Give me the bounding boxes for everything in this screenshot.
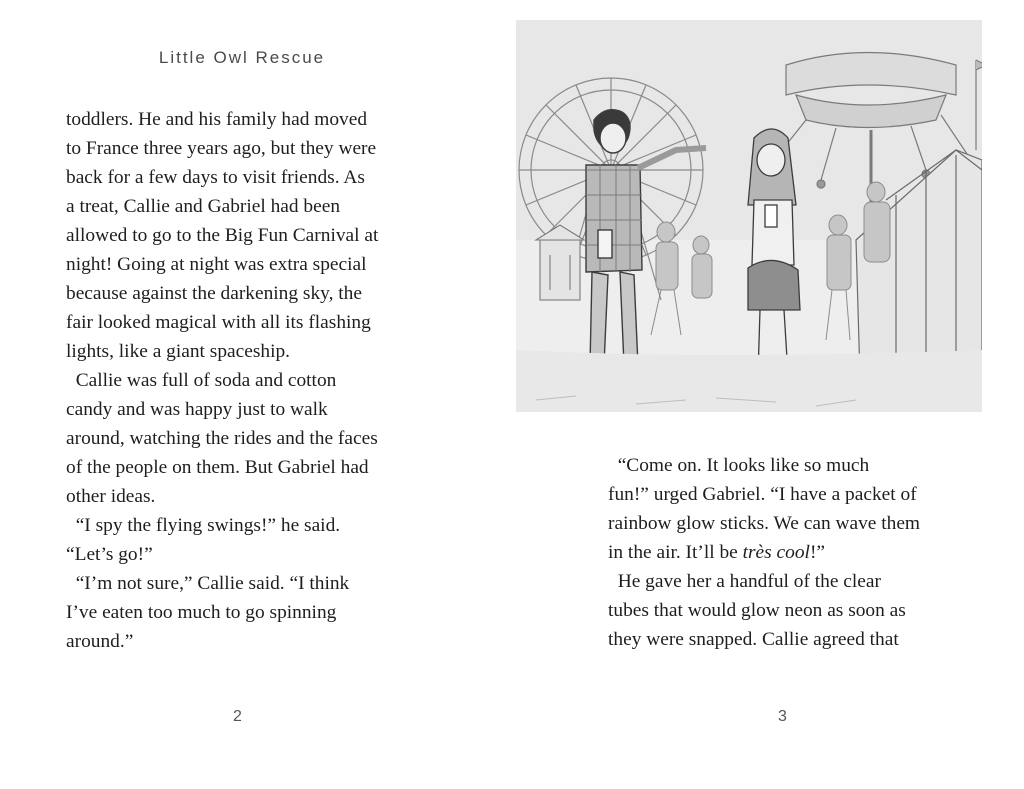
text-line: night! Going at night was extra special <box>66 254 367 275</box>
text-line: because against the darkening sky, the <box>66 283 362 304</box>
text-line: fair looked magical with all its flashing <box>66 312 371 333</box>
text-line: a treat, Callie and Gabriel had been <box>66 196 341 217</box>
running-head: Little Owl Rescue <box>158 48 326 67</box>
text-line: He gave her a handful of the clear <box>608 571 881 592</box>
text-line: I’ve eaten too much to go spinning <box>66 602 337 623</box>
text-line: tubes that would glow neon as soon as <box>608 600 906 621</box>
page-number-left: 2 <box>233 708 242 725</box>
text-line: “I’m not sure,” Callie said. “I think <box>66 573 350 594</box>
text-run: in the air. It’ll be <box>608 542 743 563</box>
text-line: rainbow glow sticks. We can wave them <box>608 513 921 534</box>
text-line-italic-phrase <box>608 538 968 567</box>
booth-icon <box>536 225 584 300</box>
text-line: lights, like a giant spaceship. <box>66 341 291 362</box>
text-run: !” <box>809 542 826 563</box>
right-page <box>512 0 1024 789</box>
text-line: candy and was happy just to walk <box>66 399 328 420</box>
text-line: back for a few days to visit friends. As <box>66 167 365 188</box>
text-line: to France three years ago, but they were <box>66 138 377 159</box>
text-line: fun!” urged Gabriel. “I have a packet of <box>608 484 917 505</box>
text-line: toddlers. He and his family had moved <box>66 109 368 130</box>
text-line: around, watching the rides and the faces <box>66 428 378 449</box>
text-line: “I spy the flying swings!” he said. <box>66 515 341 536</box>
carnival-illustration <box>516 20 982 412</box>
page-number-right: 3 <box>778 708 787 725</box>
text-line: they were snapped. Callie agreed that <box>608 629 899 650</box>
italic-text: très cool <box>742 542 810 563</box>
right-page-body <box>608 451 968 654</box>
text-line: other ideas. <box>66 486 156 507</box>
text-line: allowed to go to the Big Fun Carnival at <box>66 225 379 246</box>
left-page-body <box>66 105 426 656</box>
text-line: Callie was full of soda and cotton <box>66 370 337 391</box>
text-line: “Let’s go!” <box>66 544 153 565</box>
carnival-illustration-art <box>516 20 982 412</box>
text-line: “Come on. It looks like so much <box>608 455 870 476</box>
text-line: of the people on them. But Gabriel had <box>66 457 369 478</box>
text-line: around.” <box>66 631 134 652</box>
